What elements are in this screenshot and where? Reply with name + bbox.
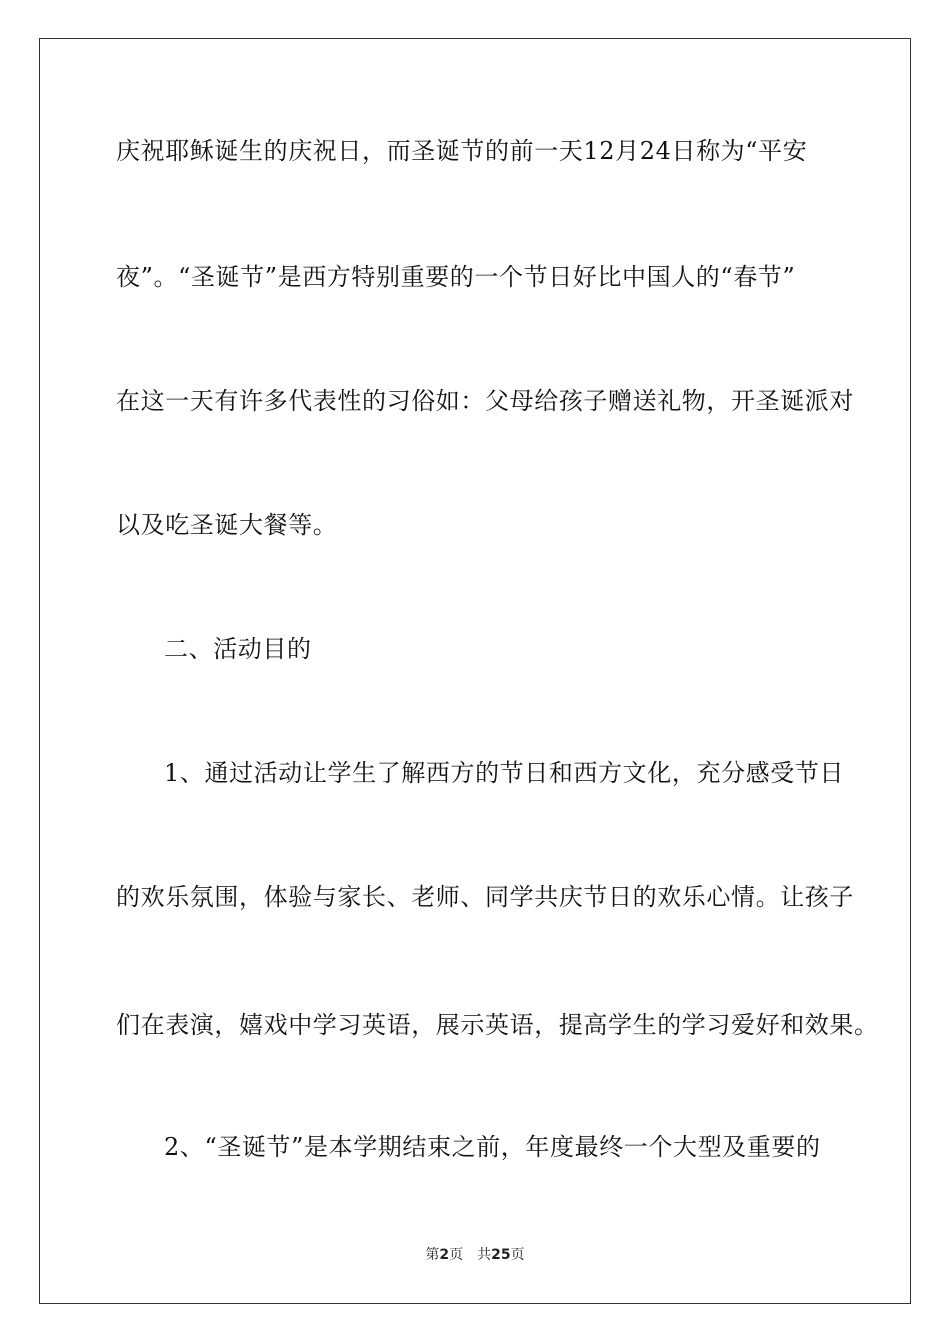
body-line-2: 夜”。“圣诞节”是西方特别重要的一个节日好比中国人的“春节”	[116, 263, 796, 291]
body-line-6: 1、通过活动让学生了解西方的节日和西方文化，充分感受节日	[164, 759, 845, 787]
page-border	[39, 38, 911, 1304]
footer-total-suffix: 页	[510, 1247, 525, 1263]
body-line-8: 们在表演，嬉戏中学习英语，展示英语，提高学生的学习爱好和效果。	[116, 1011, 879, 1039]
footer-page-suffix: 页	[449, 1247, 464, 1263]
section-heading: 二、活动目的	[164, 635, 312, 663]
footer-page-prefix: 第	[425, 1247, 440, 1263]
page-footer	[0, 1246, 950, 1264]
footer-total-prefix: 共	[477, 1247, 492, 1263]
footer-page-total: 25	[491, 1247, 511, 1263]
body-line-7: 的欢乐氛围，体验与家长、老师、同学共庆节日的欢乐心情。让孩子	[116, 883, 854, 911]
body-line-4: 以及吃圣诞大餐等。	[116, 511, 338, 539]
body-line-1: 庆祝耶稣诞生的庆祝日，而圣诞节的前一天12月24日称为“平安	[116, 137, 808, 165]
body-line-9: 2、“圣诞节”是本学期结束之前，年度最终一个大型及重要的	[164, 1133, 821, 1161]
body-line-3: 在这一天有许多代表性的习俗如：父母给孩子赠送礼物，开圣诞派对	[116, 387, 854, 415]
footer-page-current: 2	[439, 1247, 450, 1263]
